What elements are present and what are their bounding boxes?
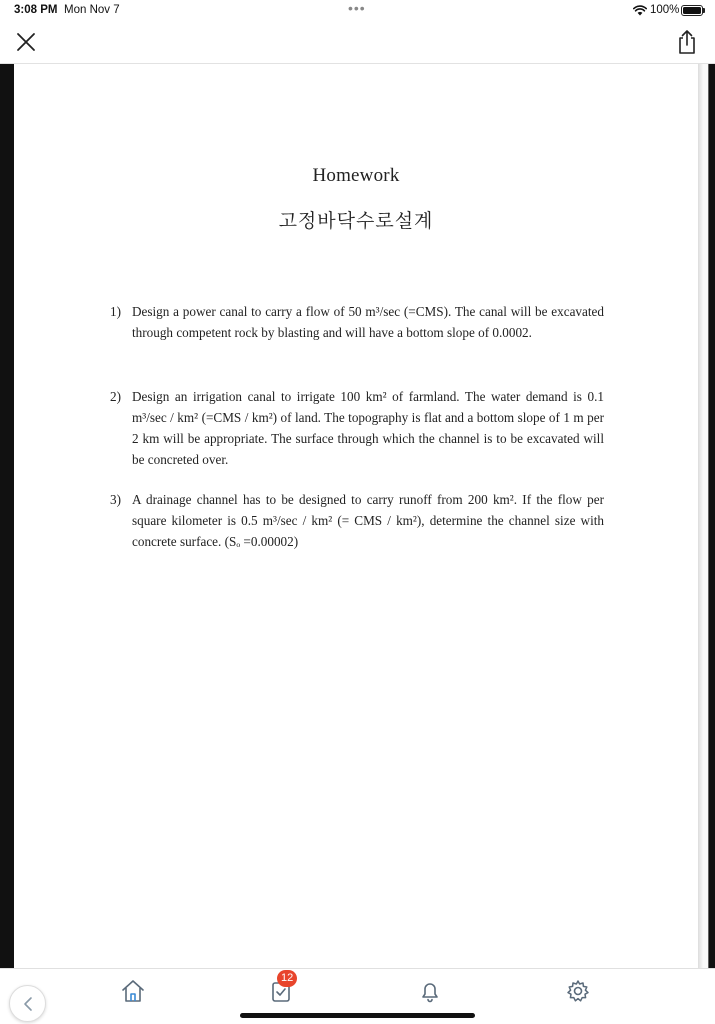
document-page [14, 64, 698, 968]
close-icon[interactable] [14, 30, 38, 54]
page-edge-left [0, 64, 14, 968]
status-bar [0, 0, 715, 22]
home-icon[interactable] [120, 978, 146, 1004]
share-icon[interactable] [676, 29, 698, 55]
battery-level [683, 7, 701, 14]
problem-text: Design a power canal to carry a flow of 50 m³/sec (=CMS). The canal will be excavated through competent rock by blasting and will have a bottom slope of 0.0002. [132, 304, 604, 340]
document-subtitle: 고정바닥수로설계 [278, 210, 434, 232]
wifi-icon [633, 5, 647, 16]
problem-item [110, 489, 604, 552]
document-title: Homework [312, 165, 400, 186]
back-button[interactable] [9, 985, 46, 1022]
multitasking-dots[interactable]: ••• [348, 0, 366, 16]
problem-number: 2) [110, 389, 121, 404]
battery-icon [681, 5, 703, 16]
problem-item [110, 301, 604, 343]
bell-icon[interactable] [417, 978, 443, 1004]
problem-text: Design an irrigation canal to irrigate 100 km² of farmland. The water demand is 0.1 m³/sec / km² (=CMS / km²) of land. The topography is flat and a bottom slope of 1 m per 2 km will be appropriate. The surface through which the channel is to be excavated will be concreted over. [132, 389, 604, 467]
battery-percent: 100% [650, 4, 680, 16]
battery-tip [703, 8, 705, 13]
chevron-left-icon [22, 996, 34, 1012]
tasks-badge: 12 [277, 970, 297, 987]
status-date: Mon Nov 7 [64, 4, 120, 16]
problem-item [110, 386, 604, 470]
tabbar-divider [0, 968, 715, 969]
status-time: 3:08 PM [14, 4, 58, 16]
problem-number: 3) [110, 492, 121, 507]
gear-icon[interactable] [565, 978, 591, 1004]
problem-text: A drainage channel has to be designed to carry runoff from 200 km². If the flow per square kilometer is 0.5 m³/sec / km² (= CMS / km²), determine the channel size with concrete surface. (Sₒ =0.00002) [132, 492, 604, 549]
document-viewer[interactable] [0, 64, 715, 968]
problem-number: 1) [110, 304, 121, 319]
page-edge-right [698, 64, 715, 968]
home-indicator[interactable] [240, 1013, 475, 1018]
